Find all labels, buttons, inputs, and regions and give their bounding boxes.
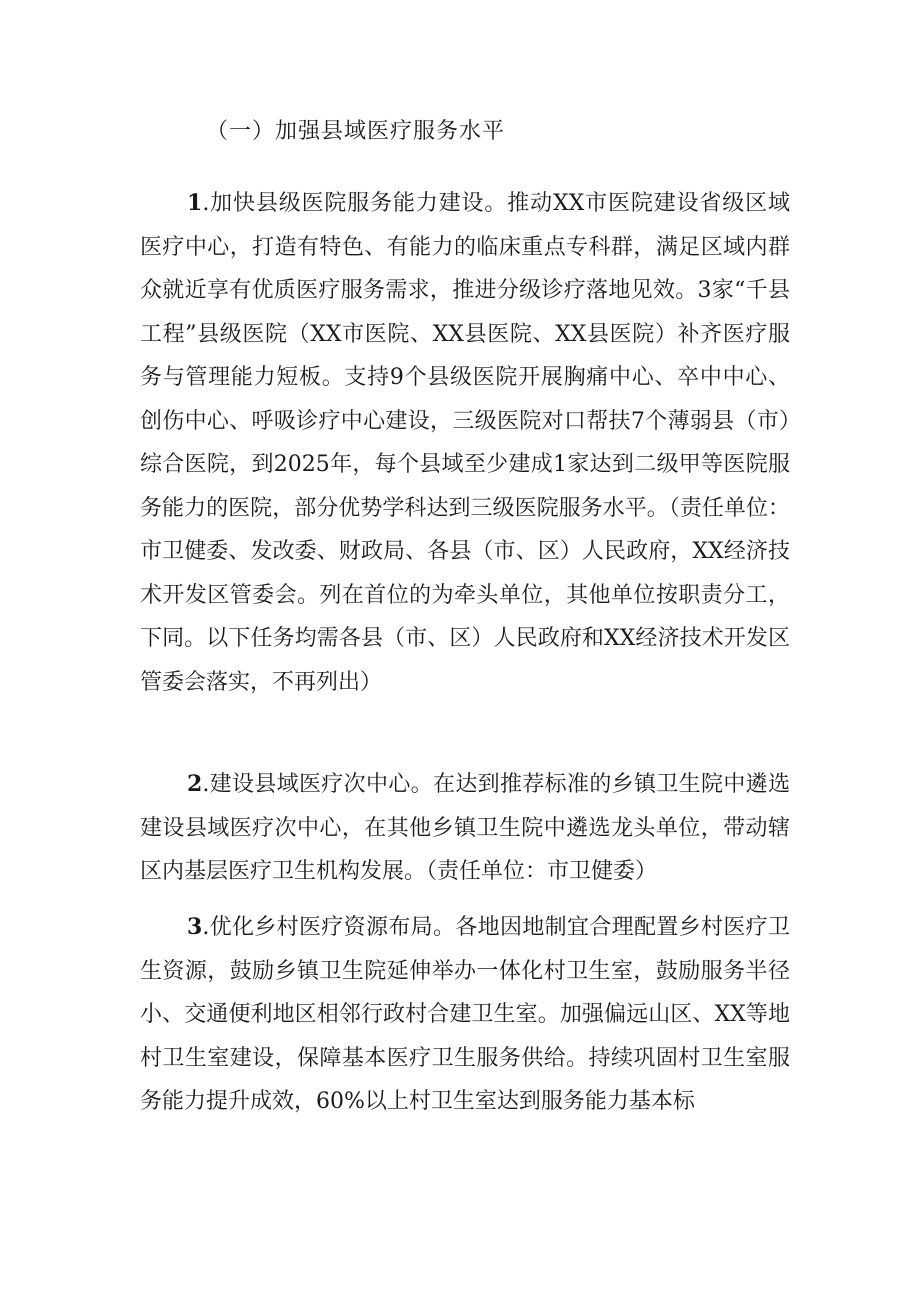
paragraph-1 bbox=[140, 182, 790, 704]
paragraph-2-text: .建设县域医疗次中心。在达到推荐标准的乡镇卫生院中遴选建设县域医疗次中心，在其他乡镇卫生院中遴选龙头单位，带动辖区内基层医疗卫生机构发展。（责任单位：市卫健委） bbox=[140, 772, 790, 884]
paragraph-3-number: 3 bbox=[187, 914, 203, 940]
paragraph-1-text: .加快县级医院服务能力建设。推动XX市医院建设省级区域医疗中心，打造有特色、有能力的临床重点专科群，满足区域内群众就近享有优质医疗服务需求，推进分级诊疗落地见效。3家“千县工程”县级医院（XX市医院、XX县医院、XX县医院）补齐医疗服务与管理能力短板。支持9个县级医院开展胸痛中心、卒中中心、创伤中心、呼吸诊疗中心建设，三级医院对口帮扶7个薄弱县（市）综合医院，到2025年，每个县域至少建成1家达到二级甲等医院服务能力的医院，部分优势学科达到三级医院服务水平。（责任单位：市卫健委、发改委、财政局、各县（市、区）人民政府，XX经济技术开发区管委会。列在首位的为牵头单位，其他单位按职责分工，下同。以下任务均需各县（市、区）人民政府和XX经济技术开发区管委会落实，不再列出） bbox=[140, 191, 790, 695]
paragraph-1-number: 1 bbox=[187, 190, 203, 216]
section-heading: （一）加强县域医疗服务水平 bbox=[206, 119, 506, 144]
paragraph-3 bbox=[140, 906, 790, 1124]
paragraph-3-text: .优化乡村医疗资源布局。各地因地制宜合理配置乡村医疗卫生资源，鼓励乡镇卫生院延伸举办一体化村卫生室，鼓励服务半径小、交通便利地区相邻行政村合建卫生室。加强偏远山区、XX等地村卫生室建设，保障基本医疗卫生服务供给。持续巩固村卫生室服务能力提升成效，60%以上村卫生室达到服务能力基本标 bbox=[140, 915, 790, 1114]
paragraph-2 bbox=[140, 763, 790, 894]
paragraph-2-number: 2 bbox=[187, 771, 203, 797]
